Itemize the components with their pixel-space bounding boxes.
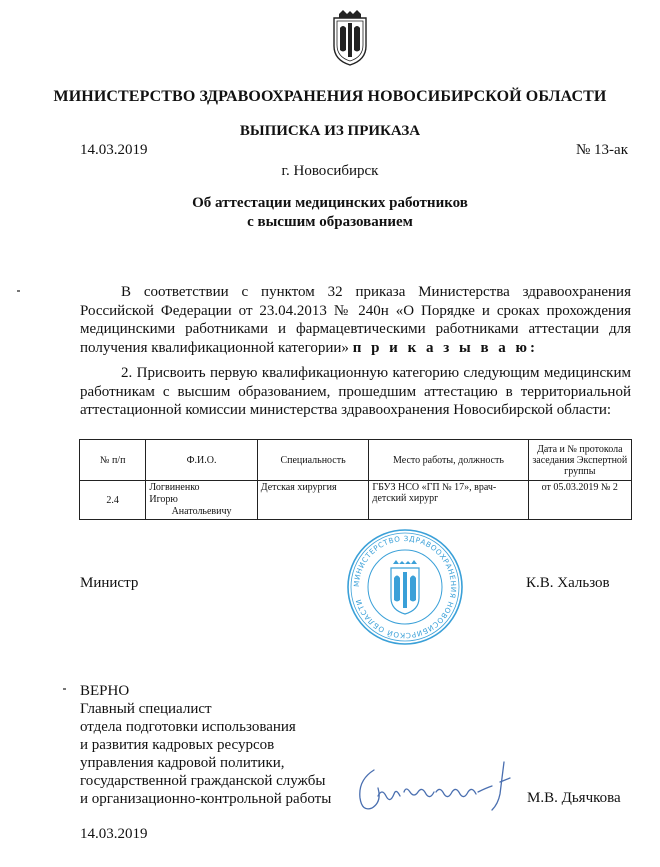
fio-surname: Логвиненко xyxy=(149,482,200,493)
clause-2-paragraph: 2. Присвоить первую квалификационную категорию следующим медицинским работникам с высшим образованием, прошедшим аттестацию в территориальной аттестационной комиссии министерства здравоохранения Новосибирской области: xyxy=(80,365,631,419)
header-num: № п/п xyxy=(80,440,146,481)
cell-workplace: ГБУЗ НСО «ГП № 17», врач-детский хирург xyxy=(369,481,528,520)
preamble-text: В соответствии с пунктом 32 приказа Министерства здравоохранения Российской Федерации от 23.04.2013 № 240н «О Порядке и сроках прохождения медицинскими работниками и фармацевтическими работниками аттестации для получения квалификационной категории» xyxy=(80,284,631,356)
subject-line-2: с высшим образованием xyxy=(247,214,413,230)
cell-fio xyxy=(146,481,257,520)
fio-patronymic: Анатольевичу xyxy=(171,506,232,517)
order-number: № 13-ак xyxy=(575,142,628,158)
table-header-row xyxy=(80,440,632,481)
certified-label: ВЕРНО xyxy=(80,683,130,699)
document-type: ВЫПИСКА ИЗ ПРИКАЗА xyxy=(239,123,421,139)
handwritten-signature xyxy=(352,758,517,820)
certifier-name: М.В. Дьячкова xyxy=(527,790,621,806)
attestation-table xyxy=(79,439,632,520)
certifier-line: и организационно-контрольной работы xyxy=(80,791,332,807)
cell-specialty: Детская хирургия xyxy=(257,481,369,520)
header-specialty: Специальность xyxy=(257,440,369,481)
scan-mark xyxy=(17,290,20,292)
fio-name: Игорю xyxy=(149,494,178,505)
minister-name: К.В. Хальзов xyxy=(526,575,610,591)
certified-date: 14.03.2019 xyxy=(80,826,148,842)
city: г. Новосибирск xyxy=(281,163,379,179)
certifier-line: государственной гражданской службы xyxy=(80,773,326,789)
subject-line-1: Об аттестации медицинских работников xyxy=(192,195,468,211)
stamp-text: МИНИСТЕРСТВО ЗДРАВООХРАНЕНИЯ НОВОСИБИРСКОЙ ОБЛАСТИ xyxy=(351,533,459,641)
order-date: 14.03.2019 xyxy=(80,142,148,158)
cell-num: 2.4 xyxy=(80,481,146,520)
order-subject xyxy=(0,194,660,232)
minister-title: Министр xyxy=(80,575,139,591)
header-protocol: Дата и № протокола заседания Экспертной группы xyxy=(528,440,631,481)
ministry-title: МИНИСТЕРСТВО ЗДРАВООХРАНЕНИЯ НОВОСИБИРСКОЙ ОБЛАСТИ xyxy=(53,88,607,105)
official-stamp xyxy=(346,528,464,646)
header-workplace: Место работы, должность xyxy=(369,440,528,481)
order-word: п р и к а з ы в а ю: xyxy=(352,339,539,356)
certification-block xyxy=(80,682,331,808)
certifier-line: управления кадровой политики, xyxy=(80,755,285,771)
certifier-line: Главный специалист xyxy=(80,701,212,717)
scan-mark xyxy=(63,688,66,690)
cell-protocol: от 05.03.2019 № 2 xyxy=(528,481,631,520)
header-fio: Ф.И.О. xyxy=(146,440,257,481)
certifier-line: и развития кадровых ресурсов xyxy=(80,737,275,753)
certifier-line: отдела подготовки использования xyxy=(80,719,296,735)
preamble-paragraph xyxy=(80,283,631,357)
coat-of-arms-emblem xyxy=(331,10,369,67)
table-row xyxy=(80,481,632,520)
